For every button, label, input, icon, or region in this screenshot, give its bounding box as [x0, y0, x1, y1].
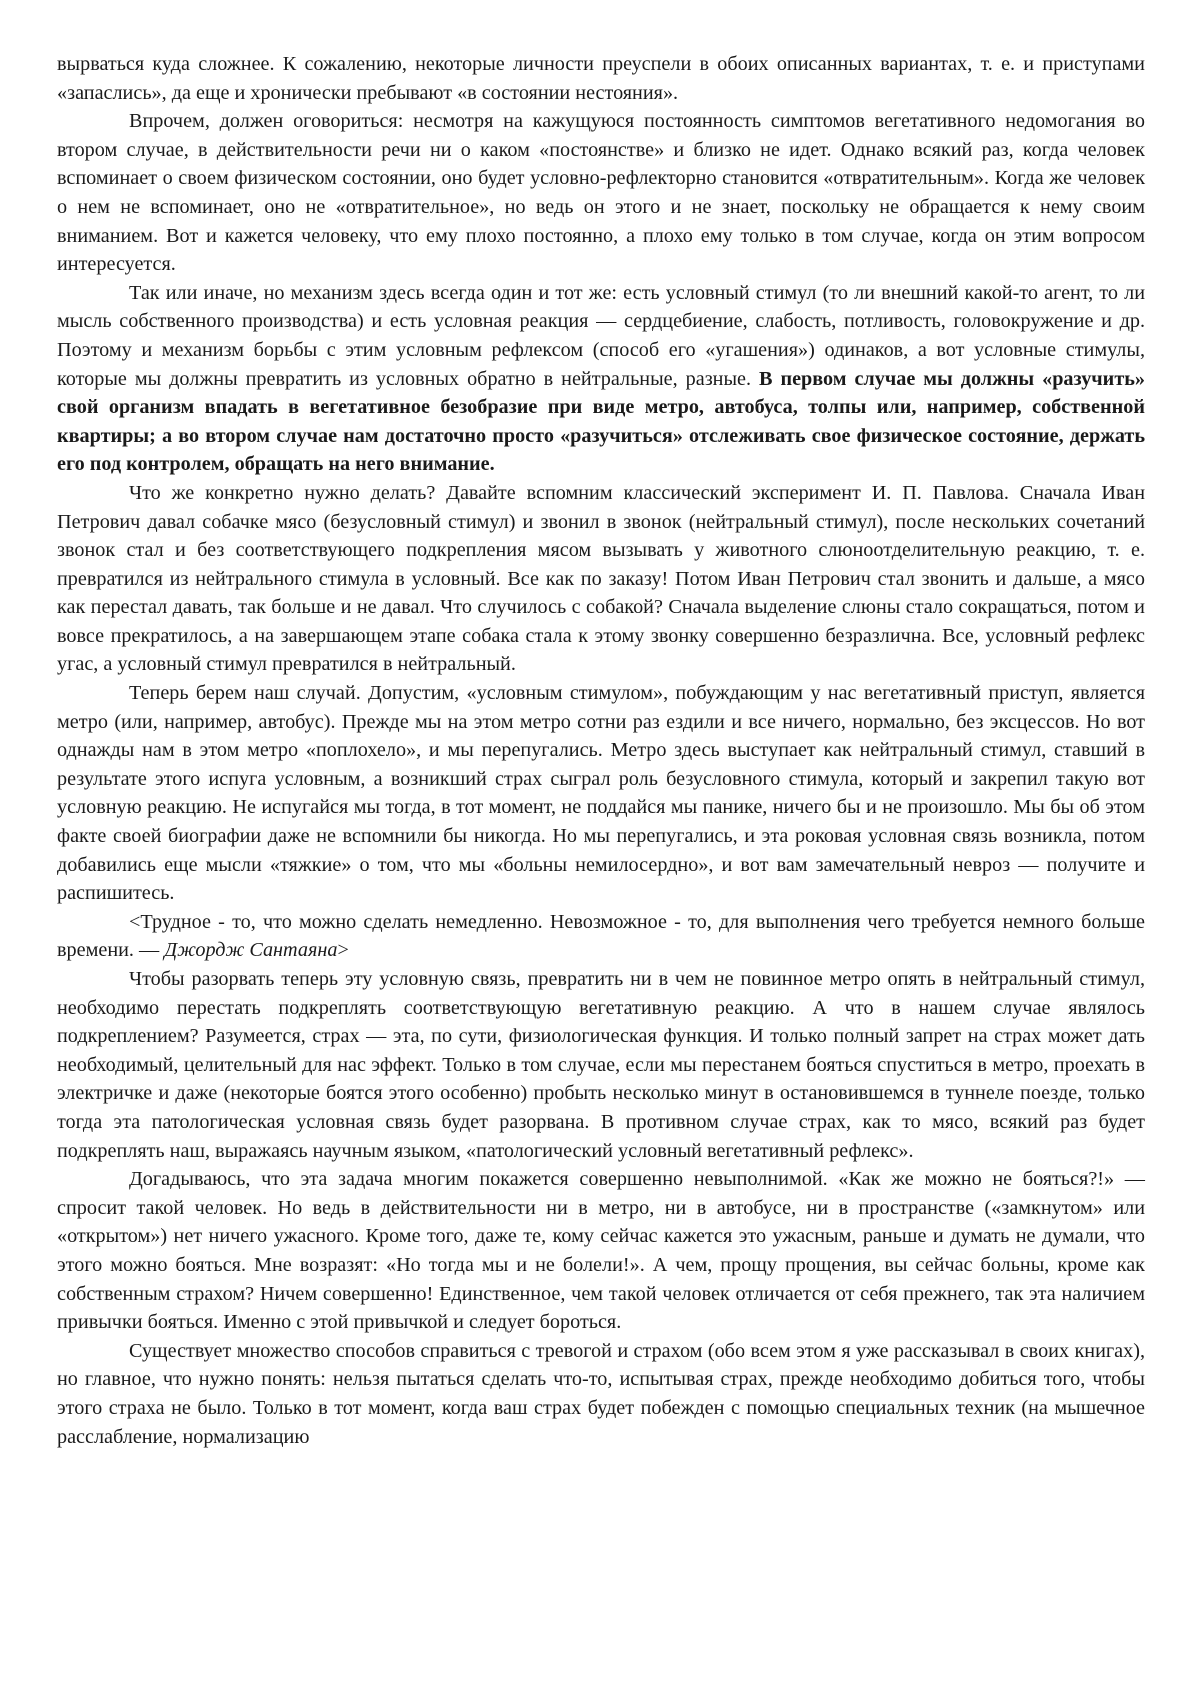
paragraph [57, 50, 1145, 107]
text-run: Чтобы разорвать теперь эту условную связь, превратить ни в чем не повинное метро опять в нейтральный стимул, необходимо перестать подкреплять соответствующую вегетативную реакцию. А что в нашем случае являлось подкреплением? Разумеется, страх — эта, по сути, физиологическая функция. И только полный запрет на страх может дать необходимый, целительный для нас эффект. Только в том случае, если мы перестанем бояться спуститься в метро, проехать в электричке и даже (некоторые боятся этого особенно) пробыть несколько минут в остановившемся в туннеле поезде, только тогда эта патологическая условная связь будет разорвана. В противном случае страх, как то мясо, всякий раз будет подкреплять наш, выражаясь научным языком, «патологический условный вегетативный рефлекс». [57, 968, 1145, 1162]
italic-text-run: Джордж Сантаяна [164, 939, 337, 961]
paragraph [57, 107, 1145, 279]
text-run: Что же конкретно нужно делать? Давайте вспомним классический эксперимент И. П. Павлова. Сначала Иван Петрович давал собачке мясо (безусловный стимул) и звонил в звонок (нейтральный стимул), после нескольких сочетаний звонок стал и без соответствующего подкрепления мясом вызывать у животного слюноотделительную реакцию, т. е. превратился из нейтрального стимула в условный. Все как по заказу! Потом Иван Петрович стал звонить и дальше, а мясо как перестал давать, так больше и не давал. Что случилось с собакой? Сначала выделение слюны стало сокращаться, потом и вовсе прекратилось, а на завершающем этапе собака стала к этому звонку совершенно безразлична. Все, условный рефлекс угас, а условный стимул превратился в нейтральный. [57, 482, 1145, 676]
paragraph [57, 908, 1145, 965]
document-page [57, 50, 1145, 1451]
text-run: Существует множество способов справиться с тревогой и страхом (обо всем этом я уже рассказывал в своих книгах), но главное, что нужно понять: нельзя пытаться сделать что-то, испытывая страх, прежде необходимо добиться того, чтобы этого страха не было. Только в тот момент, когда ваш страх будет побежден с помощью специальных техник (на мышечное расслабление, нормализацию [57, 1340, 1145, 1448]
text-run: > [337, 939, 348, 961]
paragraph [57, 1165, 1145, 1337]
text-run: Так или иначе, но механизм здесь всегда один и тот же: есть условный стимул (то ли внешний какой-то агент, то ли мысль собственного производства) и есть условная реакция — сердцебиение, слабость, потливость, головокружение и др. Поэтому и механизм борьбы с этим условным рефлексом (способ его «угашения») одинаков, а вот условные стимулы, которые мы должны превратить из условных обратно в нейтральные, разные. [57, 282, 1145, 390]
text-run: <Трудное - то, что можно сделать немедленно. Невозможное - то, для выполнения чего требуется немного больше времени. — [57, 911, 1145, 962]
paragraph [57, 279, 1145, 479]
text-run: вырваться куда сложнее. К сожалению, некоторые личности преуспели в обоих описанных вариантах, т. е. и приступами «запаслись», да еще и хронически пребывают «в состоянии нестояния». [57, 53, 1145, 104]
text-run: Теперь берем наш случай. Допустим, «условным стимулом», побуждающим у нас вегетативный приступ, является метро (или, например, автобус). Прежде мы на этом метро сотни раз ездили и все ничего, нормально, без эксцессов. Но вот однажды нам в этом метро «поплохело», и мы перепугались. Метро здесь выступает как нейтральный стимул, ставший в результате этого испуга условным, а возникший страх сыграл роль безусловного стимула, который и закрепил такую вот условную реакцию. Не испугайся мы тогда, в тот момент, не поддайся мы панике, ничего бы и не произошло. Мы бы об этом факте своей биографии даже не вспомнили бы никогда. Но мы перепугались, и эта роковая условная связь возникла, потом добавились еще мысли «тяжкие» о том, что мы «больны немилосердно», и вот вам замечательный невроз — получите и распишитесь. [57, 682, 1145, 904]
bold-text-run: В первом случае мы должны «разучить» свой организм впадать в вегетативное безобразие при виде метро, автобуса, толпы или, например, собственной квартиры; а во втором случае нам достаточно просто «разучиться» отслеживать свое физическое состояние, держать его под контролем, обращать на него внимание. [57, 368, 1145, 476]
paragraph [57, 965, 1145, 1165]
text-run: Впрочем, должен оговориться: несмотря на кажущуюся постоянность симптомов вегетативного недомогания во втором случае, в действительности речи ни о каком «постоянстве» и близко не идет. Однако всякий раз, когда человек вспоминает о своем физическом состоянии, оно будет условно-рефлекторно становится «отвратительным». Когда же человек о нем не вспоминает, оно не «отвратительное», но ведь он этого и не знает, поскольку не обращается к нему своим вниманием. Вот и кажется человеку, что ему плохо постоянно, а плохо ему только в том случае, когда он этим вопросом интересуется. [57, 110, 1145, 275]
text-run: Догадываюсь, что эта задача многим покажется совершенно невыполнимой. «Как же можно не бояться?!» — спросит такой человек. Но ведь в действительности ни в метро, ни в автобусе, ни в пространстве («замкнутом» или «открытом») нет ничего ужасного. Кроме того, даже те, кому сейчас кажется это ужасным, раньше и думать не думали, что этого можно бояться. Мне возразят: «Но тогда мы и не болели!». А чем, прощу прощения, вы сейчас больны, кроме как собственным страхом? Ничем совершенно! Единственное, чем такой человек отличается от себя прежнего, так эта наличием привычки бояться. Именно с этой привычкой и следует бороться. [57, 1168, 1145, 1333]
paragraph [57, 679, 1145, 908]
paragraph [57, 479, 1145, 679]
paragraph [57, 1337, 1145, 1451]
